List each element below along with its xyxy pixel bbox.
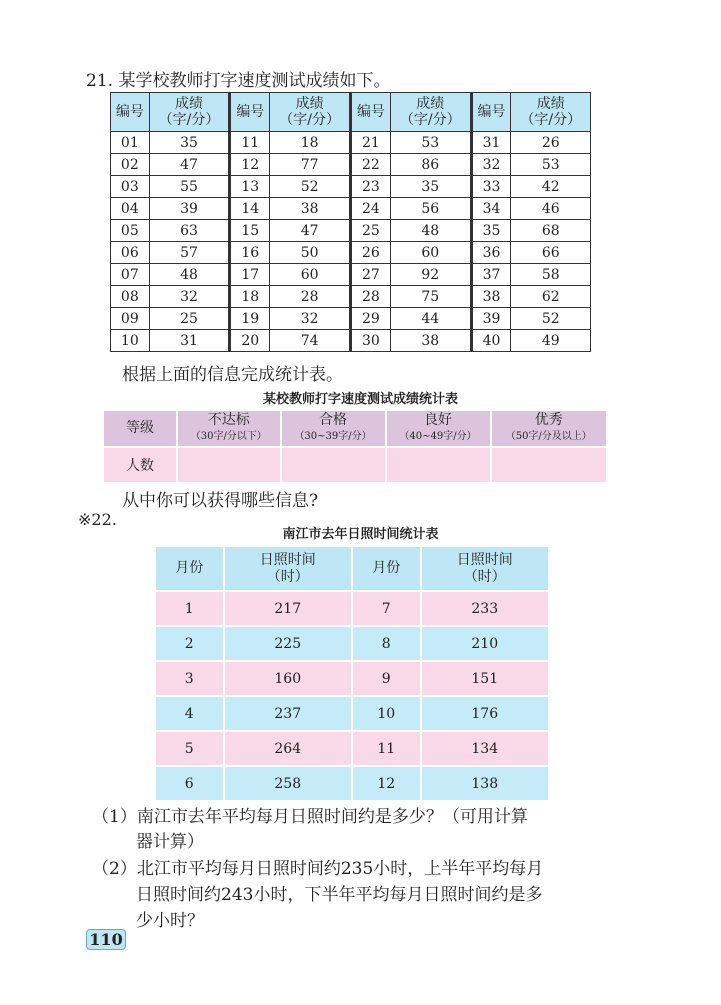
teacher-score: 52	[270, 176, 351, 198]
table-row	[155, 731, 549, 766]
table-row	[111, 242, 591, 264]
teacher-score: 39	[149, 198, 230, 220]
grade-header	[281, 410, 386, 447]
grade-label: 等级	[126, 420, 154, 436]
sunshine-hours: 233	[421, 591, 550, 626]
teacher-id: 03	[111, 176, 150, 198]
header-score-unit: （字/分）	[279, 112, 340, 128]
teacher-score: 66	[511, 242, 591, 264]
teacher-score: 86	[390, 154, 471, 176]
teacher-score: 62	[511, 286, 591, 308]
count-input-cell[interactable]	[281, 447, 386, 483]
teacher-id: 25	[350, 220, 390, 242]
month: 9	[352, 661, 421, 696]
header-hours-unit: （时）	[463, 568, 506, 585]
teacher-score: 18	[270, 132, 351, 154]
sunshine-table-title: 南江市去年日照时间统计表	[282, 527, 439, 542]
teacher-score: 92	[390, 264, 471, 286]
teacher-id: 11	[230, 132, 270, 154]
month: 2	[155, 626, 224, 661]
sunshine-hours: 160	[224, 661, 352, 696]
sunshine-hours: 264	[224, 731, 352, 766]
teacher-id: 10	[111, 330, 150, 352]
table-row	[155, 591, 549, 626]
teacher-score: 38	[270, 198, 351, 220]
header-score-unit: （字/分）	[520, 112, 582, 128]
teacher-id: 16	[230, 242, 270, 264]
teacher-score: 60	[390, 242, 471, 264]
table-row	[111, 176, 591, 198]
table-row	[111, 154, 591, 176]
q22-sub2-cont2: 少小时？	[136, 911, 204, 931]
grade-label: 不达标	[207, 412, 250, 428]
teacher-score: 44	[390, 308, 471, 330]
teacher-score: 46	[511, 198, 591, 220]
teacher-score: 53	[511, 154, 591, 176]
teacher-id: 20	[230, 330, 270, 352]
teacher-score: 58	[511, 264, 591, 286]
teacher-id: 33	[471, 176, 511, 198]
sunshine-hours: 225	[224, 626, 352, 661]
teacher-score: 74	[270, 330, 351, 352]
teacher-score: 55	[149, 176, 230, 198]
table-row	[111, 330, 591, 352]
table-row	[111, 286, 591, 308]
stat-table-title: 某校教师打字速度测试成绩统计表	[262, 392, 458, 407]
page-number: 110	[86, 929, 126, 950]
count-input-cell[interactable]	[386, 447, 491, 483]
table-row	[155, 696, 549, 731]
grade-label: 合格	[319, 412, 348, 428]
teacher-id: 05	[111, 220, 150, 242]
header-score-unit: （字/分）	[158, 112, 220, 128]
header-score	[149, 93, 230, 132]
teacher-id: 27	[350, 264, 390, 286]
grade-header	[177, 410, 281, 447]
teacher-id: 22	[350, 154, 390, 176]
table-row	[155, 661, 549, 696]
teacher-id: 07	[111, 264, 150, 286]
teacher-score: 47	[270, 220, 351, 242]
teacher-score: 26	[511, 132, 591, 154]
q22-sub2: （2）北江市平均每月日照时间约235小时，上半年平均每月	[92, 859, 544, 879]
teacher-id: 36	[471, 242, 511, 264]
teacher-id: 19	[230, 308, 270, 330]
teacher-id: 37	[471, 264, 511, 286]
teacher-id: 01	[111, 132, 150, 154]
teacher-id: 30	[350, 330, 390, 352]
teacher-score: 25	[149, 308, 230, 330]
teacher-id: 12	[230, 154, 270, 176]
teacher-score: 56	[390, 198, 471, 220]
header-score-label: 成绩	[536, 96, 565, 112]
q22-sub1-cont: 器计算）	[136, 832, 204, 852]
sunshine-hours: 134	[421, 731, 550, 766]
header-month: 月份	[352, 546, 421, 591]
q22-sub2-cont: 日照时间约243小时，下半年平均每月日照时间约是多	[136, 885, 543, 905]
grade-range: （40~49字/分）	[399, 431, 477, 442]
teacher-score: 31	[149, 330, 230, 352]
teacher-score: 48	[149, 264, 230, 286]
header-id: 编号	[350, 93, 390, 132]
teacher-score: 32	[149, 286, 230, 308]
grade-range: （30字/分以下）	[190, 431, 267, 442]
month: 1	[155, 591, 224, 626]
header-score-label: 成绩	[416, 96, 445, 112]
teacher-id: 02	[111, 154, 150, 176]
q21-instruction: 根据上面的信息完成统计表。	[122, 365, 343, 385]
teacher-id: 08	[111, 286, 150, 308]
header-score	[270, 93, 351, 132]
teacher-id: 35	[471, 220, 511, 242]
teacher-id: 17	[230, 264, 270, 286]
teacher-score: 35	[149, 132, 230, 154]
teacher-id: 24	[350, 198, 390, 220]
teacher-id: 28	[350, 286, 390, 308]
header-score-label: 成绩	[295, 96, 324, 112]
teacher-score: 57	[149, 242, 230, 264]
teacher-id: 34	[471, 198, 511, 220]
header-hours	[421, 546, 550, 591]
teacher-id: 06	[111, 242, 150, 264]
sunshine-hours: 210	[421, 626, 550, 661]
header-score-unit: （字/分）	[399, 112, 461, 128]
teacher-score: 68	[511, 220, 591, 242]
teacher-id: 14	[230, 198, 270, 220]
header-score-label: 成绩	[175, 96, 203, 112]
teacher-score: 42	[511, 176, 591, 198]
teacher-id: 39	[471, 308, 511, 330]
teacher-id: 32	[471, 154, 511, 176]
stat-table	[102, 409, 608, 484]
grade-header	[491, 410, 607, 447]
teacher-score: 50	[270, 242, 351, 264]
month: 10	[352, 696, 421, 731]
teacher-score: 60	[270, 264, 351, 286]
month: 5	[155, 731, 224, 766]
table-row	[111, 198, 591, 220]
month: 12	[352, 766, 421, 801]
teacher-score: 63	[149, 220, 230, 242]
teacher-id: 21	[350, 132, 390, 154]
grade-header	[386, 410, 491, 447]
month: 7	[352, 591, 421, 626]
teacher-score: 38	[390, 330, 471, 352]
q22-sub1: （1）南江市去年平均每月日照时间约是多少？（可用计算	[92, 807, 528, 827]
table-row	[111, 264, 591, 286]
month: 6	[155, 766, 224, 801]
teacher-score: 35	[390, 176, 471, 198]
count-input-cell[interactable]	[491, 447, 607, 483]
teacher-score: 75	[390, 286, 471, 308]
sunshine-hours: 258	[224, 766, 352, 801]
table-row	[111, 220, 591, 242]
grade-range: （50字/分及以上）	[505, 431, 592, 442]
month: 8	[352, 626, 421, 661]
month: 3	[155, 661, 224, 696]
sunshine-hours: 237	[224, 696, 352, 731]
teacher-id: 31	[471, 132, 511, 154]
count-input-cell[interactable]	[177, 447, 281, 483]
header-score	[390, 93, 471, 132]
teacher-score: 48	[390, 220, 471, 242]
table-row	[111, 132, 591, 154]
table-row	[111, 308, 591, 330]
grade-range: （30~39字/分）	[294, 431, 372, 442]
teacher-id: 18	[230, 286, 270, 308]
teacher-id: 26	[350, 242, 390, 264]
teacher-id: 29	[350, 308, 390, 330]
teacher-score: 53	[390, 132, 471, 154]
header-id: 编号	[230, 93, 270, 132]
teacher-id: 13	[230, 176, 270, 198]
teacher-id: 15	[230, 220, 270, 242]
sunshine-hours: 138	[421, 766, 550, 801]
table-row	[155, 626, 549, 661]
month: 4	[155, 696, 224, 731]
teacher-id: 09	[111, 308, 150, 330]
sunshine-table	[154, 545, 550, 802]
teacher-score: 47	[149, 154, 230, 176]
q21-question: 从中你可以获得哪些信息?	[122, 491, 319, 511]
grade-header	[103, 410, 177, 447]
teacher-score: 77	[270, 154, 351, 176]
header-hours-label: 日照时间	[456, 551, 513, 568]
table-row	[155, 766, 549, 801]
header-id: 编号	[471, 93, 511, 132]
teacher-id: 40	[471, 330, 511, 352]
q21-title: 21. 某学校教师打字速度测试成绩如下。	[86, 71, 391, 91]
month: 11	[352, 731, 421, 766]
header-hours	[224, 546, 352, 591]
teacher-id: 38	[471, 286, 511, 308]
teacher-score: 28	[270, 286, 351, 308]
grade-label: 优秀	[534, 412, 563, 428]
typing-scores-table	[110, 92, 591, 352]
header-id: 编号	[111, 93, 150, 132]
sunshine-hours: 217	[224, 591, 352, 626]
teacher-id: 04	[111, 198, 150, 220]
sunshine-hours: 176	[421, 696, 550, 731]
header-month: 月份	[155, 546, 224, 591]
grade-label: 良好	[424, 412, 453, 428]
teacher-score: 52	[511, 308, 591, 330]
header-score	[511, 93, 591, 132]
count-label: 人数	[103, 447, 177, 483]
teacher-score: 32	[270, 308, 351, 330]
header-hours-label: 日照时间	[259, 551, 316, 568]
q22-number: ※22.	[78, 510, 117, 529]
teacher-id: 23	[350, 176, 390, 198]
teacher-score: 49	[511, 330, 591, 352]
header-hours-unit: （时）	[266, 568, 309, 585]
sunshine-hours: 151	[421, 661, 550, 696]
